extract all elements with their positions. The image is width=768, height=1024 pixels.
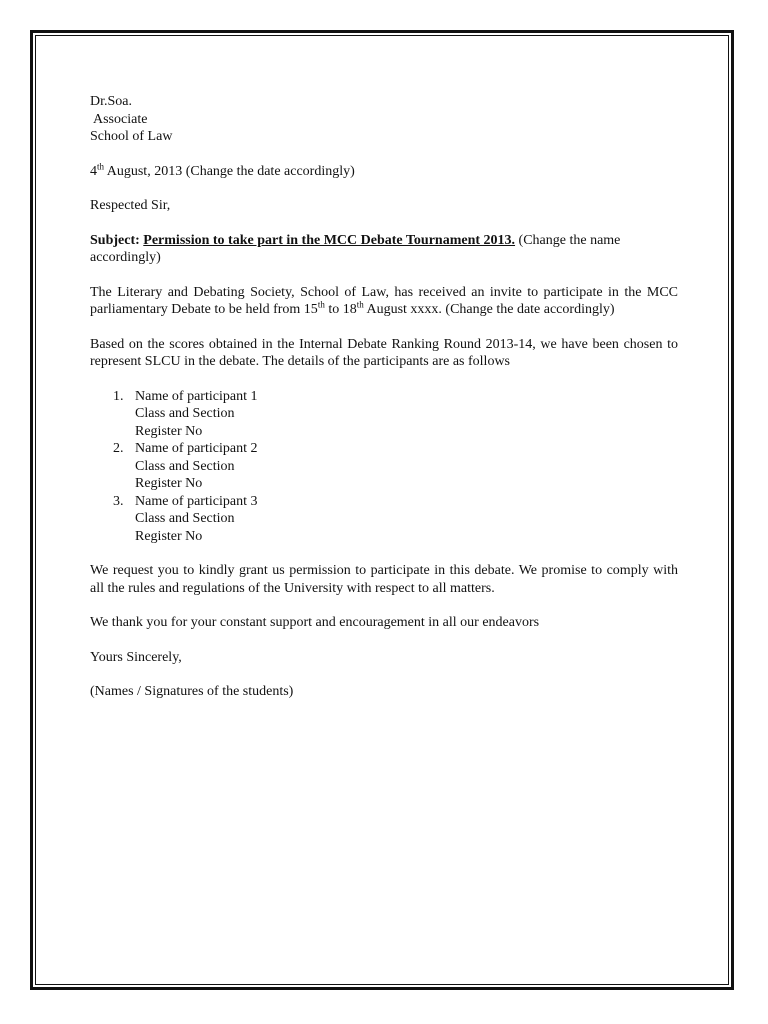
- date-rest: August, 2013 (Change the date accordingly): [104, 163, 355, 179]
- paragraph-invite-sup1: th: [317, 299, 325, 310]
- letter-date: [90, 160, 678, 181]
- participant-name: Name of participant 1: [135, 388, 258, 404]
- subject-label: Subject:: [90, 232, 140, 248]
- participant-class: Class and Section: [135, 458, 235, 474]
- paragraph-invite: [90, 284, 678, 319]
- recipient-title: Associate: [93, 111, 148, 127]
- closing: Yours Sincerely,: [90, 649, 182, 665]
- participant-register: Register No: [135, 528, 203, 544]
- recipient-department: School of Law: [90, 129, 173, 144]
- participant-number: 1.: [113, 388, 124, 404]
- paragraph-invite-part3: August xxxx. (Change the date accordingly): [363, 302, 615, 317]
- subject-text: Permission to take part in the MCC Debate Tournament 2013.: [143, 232, 516, 248]
- subject-note: (Change the name accordingly): [90, 232, 621, 265]
- participant-name: Name of participant 2: [135, 441, 258, 456]
- participant-register: Register No: [135, 476, 203, 491]
- participant-class: Class and Section: [135, 511, 235, 526]
- date-day-suffix: th: [97, 160, 105, 171]
- salutation: Respected Sir,: [90, 198, 171, 213]
- recipient-block: [90, 93, 678, 146]
- letter-content: [90, 93, 678, 701]
- paragraph-invite-part1: The Literary and Debating Society, School of Law, has received an invite to participate in the MCC parliamentary Debate to be held from 15: [90, 284, 678, 317]
- participant-register: Register No: [135, 423, 203, 439]
- signature-note: (Names / Signatures of the students): [90, 684, 294, 699]
- participant-list: [90, 388, 678, 546]
- paragraph-request: We request you to kindly grant us permission to participate in this debate. We promise to comply with all the rules and regulations of the University with respect to all matters.: [90, 563, 678, 596]
- recipient-name: Dr.Soa.: [90, 94, 132, 109]
- paragraph-selection: Based on the scores obtained in the Internal Debate Ranking Round 2013-14, we have been chosen to represent SLCU in the debate. The details of the participants are as follows: [90, 336, 678, 369]
- participant-item: [90, 388, 678, 441]
- subject-line: [90, 232, 678, 267]
- participant-number: 3.: [113, 493, 124, 509]
- participant-name: Name of participant 3: [135, 493, 258, 509]
- paragraph-invite-part2: to 18: [324, 302, 357, 317]
- participant-item: [90, 440, 678, 493]
- paragraph-thanks: We thank you for your constant support and encouragement in all our endeavors: [90, 615, 540, 630]
- participant-item: [90, 493, 678, 546]
- participant-class: Class and Section: [135, 406, 235, 421]
- date-day: 4: [90, 163, 97, 179]
- paragraph-invite-sup2: th: [356, 299, 364, 310]
- participant-number: 2.: [113, 441, 124, 456]
